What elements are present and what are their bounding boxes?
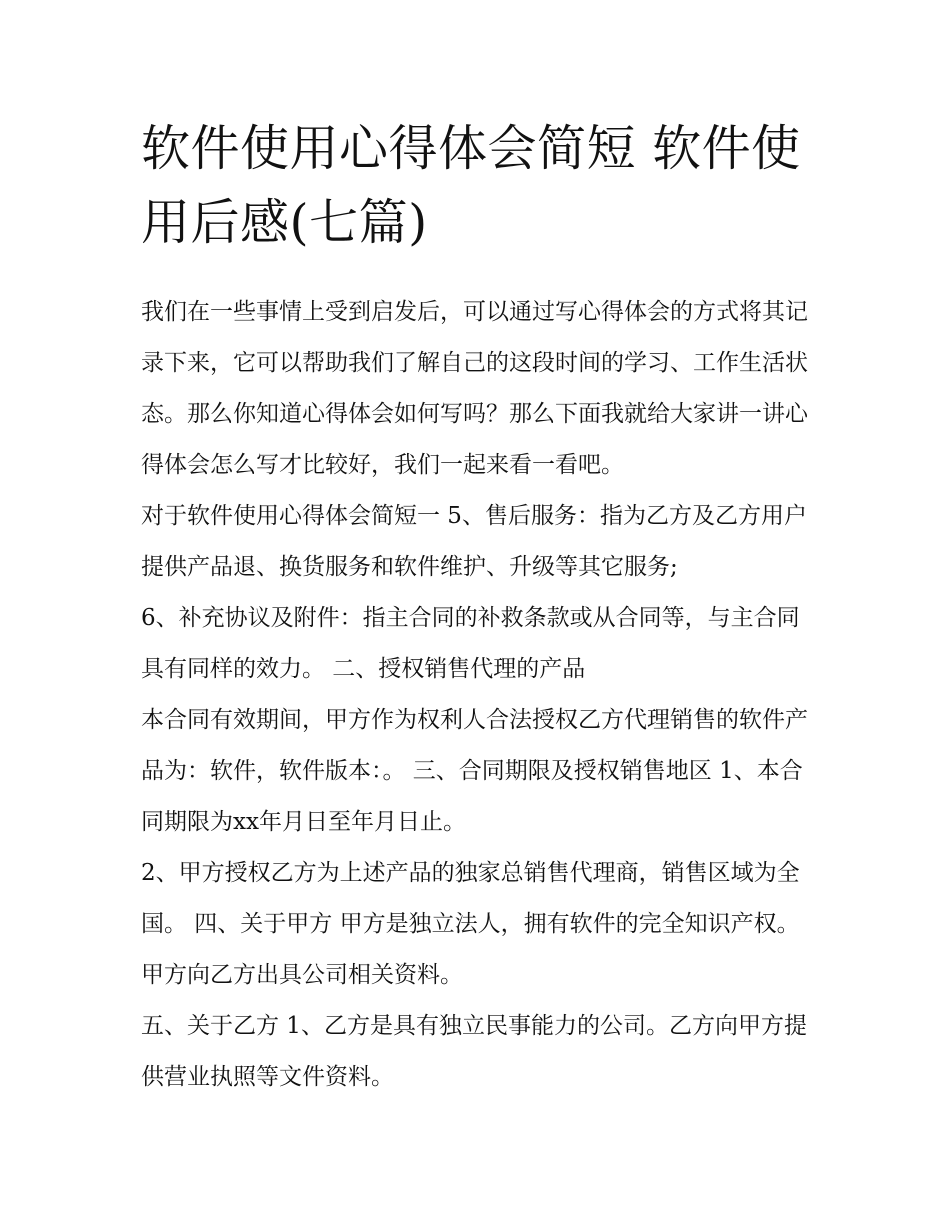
document-page [141,112,813,1103]
paragraph-intro: 我们在一些事情上受到启发后，可以通过写心得体会的方式将其记录下来，它可以帮助我们了解自己的这段时间的学习、工作生活状态。那么你知道心得体会如何写吗？那么下面我就给大家讲一讲心得体会怎么写才比较好，我们一起来看一看吧。 [141,299,808,478]
paragraph-party-a: 2、甲方授权乙方为上述产品的独家总销售代理商，销售区域为全国。 四、关于甲方 甲方是独立法人，拥有软件的完全知识产权。甲方向乙方出具公司相关资料。 [141,860,800,988]
paragraph-supplementary: 6、补充协议及附件：指主合同的补救条款或从合同等，与主合同具有同样的效力。 二、授权销售代理的产品 [141,605,800,682]
paragraph-party-b: 五、关于乙方 1、乙方是具有独立民事能力的公司。乙方向甲方提供营业执照等文件资料。 [141,1013,807,1090]
paragraph-contract-term: 本合同有效期间，甲方作为权利人合法授权乙方代理销售的软件产品为：软件，软件版本：。 三、合同期限及授权销售地区 1、本合同期限为xx年月日至年月日止。 [141,707,808,835]
document-body [141,287,813,1103]
paragraph-after-sales: 对于软件使用心得体会简短一 5、售后服务：指为乙方及乙方用户提供产品退、换货服务和软件维护、升级等其它服务; [141,503,807,580]
document-title: 软件使用心得体会简短 软件使用后感(七篇) [141,120,801,251]
